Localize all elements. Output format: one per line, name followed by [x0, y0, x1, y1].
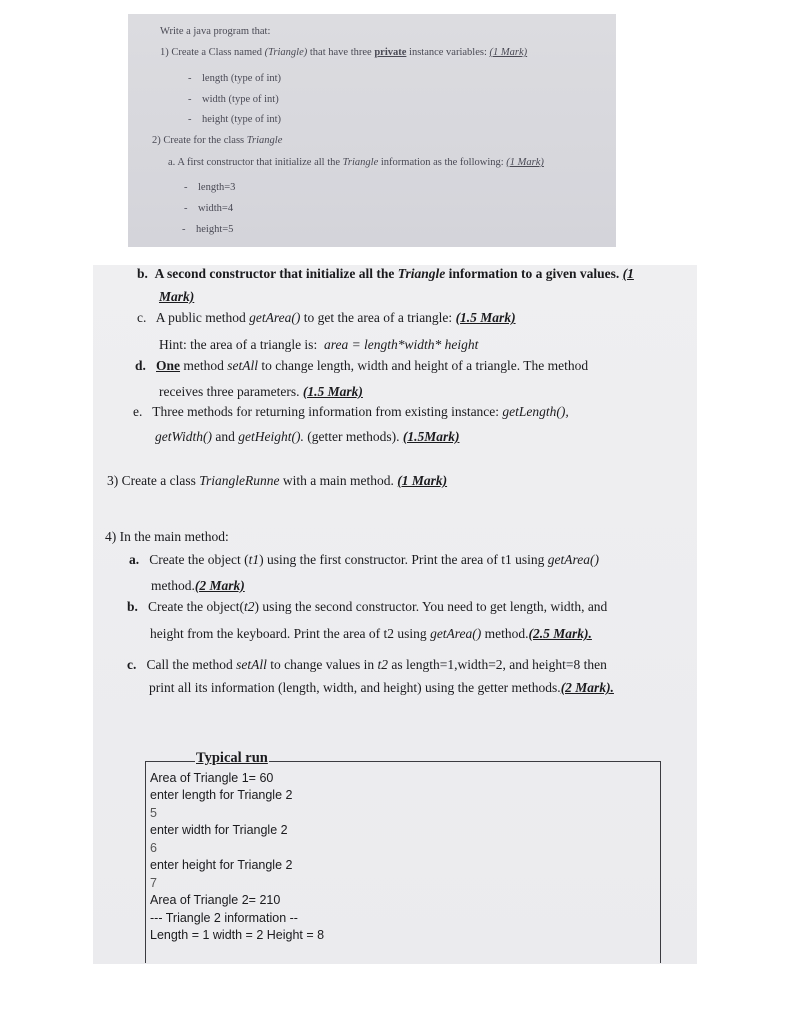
run-line: Area of Triangle 1= 60 [150, 771, 274, 785]
run-line: enter length for Triangle 2 [150, 788, 293, 802]
hint-line: Hint: the area of a triangle is: area = length*width* height [159, 337, 479, 352]
run-line: Length = 1 width = 2 Height = 8 [150, 928, 325, 942]
run-line: 6 [150, 841, 157, 855]
run-line: 5 [150, 806, 157, 820]
default-item: - length=3 [184, 182, 236, 193]
question-3: 3) Create a class TriangleRunne with a main method. (1 Mark) [107, 473, 448, 488]
question-2e: e. Three methods for returning information from existing instance: getLength(), [133, 404, 569, 419]
assignment-photo-top [128, 14, 616, 247]
typical-run-box [145, 761, 661, 963]
question-2e-line2: getWidth() and getHeight(). (getter methods). (1.5Mark) [155, 429, 460, 444]
question-4c-line2: print all its information (length, width, and height) using the getter methods.(2 Mark). [149, 680, 614, 695]
question-2d: d. One method setAll to change length, width and height of a triangle. The method [135, 358, 589, 373]
default-item: - height=5 [182, 224, 234, 235]
assignment-photo-bottom [93, 265, 697, 964]
var-item: - height (type of int) [188, 114, 282, 125]
question-2b-mark: Mark) [159, 289, 195, 304]
question-4b: b. Create the object(t2) using the second constructor. You need to get length, width, and [127, 599, 608, 614]
default-item: - width=4 [184, 203, 234, 214]
question-2d-line2: receives three parameters. (1.5 Mark) [159, 384, 363, 399]
typical-run-title: Typical run [196, 750, 268, 766]
run-line: Area of Triangle 2= 210 [150, 893, 281, 907]
question-4: 4) In the main method: [105, 529, 229, 544]
var-item: - width (type of int) [188, 94, 279, 105]
var-item: - length (type of int) [188, 73, 282, 84]
run-line: enter width for Triangle 2 [150, 823, 288, 837]
question-2: 2) Create for the class Triangle [152, 135, 283, 146]
question-2b: b. A second constructor that initialize all the Triangle information to a given values. (1 [137, 266, 634, 281]
question-4a: a. Create the object (t1) using the first constructor. Print the area of t1 using getArea() [129, 552, 600, 567]
question-4c: c. Call the method setAll to change values in t2 as length=1,width=2, and height=8 then [127, 657, 607, 672]
run-line: --- Triangle 2 information -- [150, 911, 298, 925]
intro-line: Write a java program that: [160, 26, 271, 37]
run-line: enter height for Triangle 2 [150, 858, 293, 872]
question-1: 1) Create a Class named (Triangle) that have three private instance variables: (1 Mark) [160, 47, 528, 58]
question-4a-line2: method.(2 Mark) [151, 578, 245, 593]
question-4b-line2: height from the keyboard. Print the area of t2 using getArea() method.(2.5 Mark). [150, 626, 592, 641]
run-line: 7 [150, 876, 157, 890]
question-2a: a. A first constructor that initialize all the Triangle information as the following: (1 Mark) [168, 157, 544, 168]
question-2c: c. A public method getArea() to get the area of a triangle: (1.5 Mark) [137, 310, 516, 325]
